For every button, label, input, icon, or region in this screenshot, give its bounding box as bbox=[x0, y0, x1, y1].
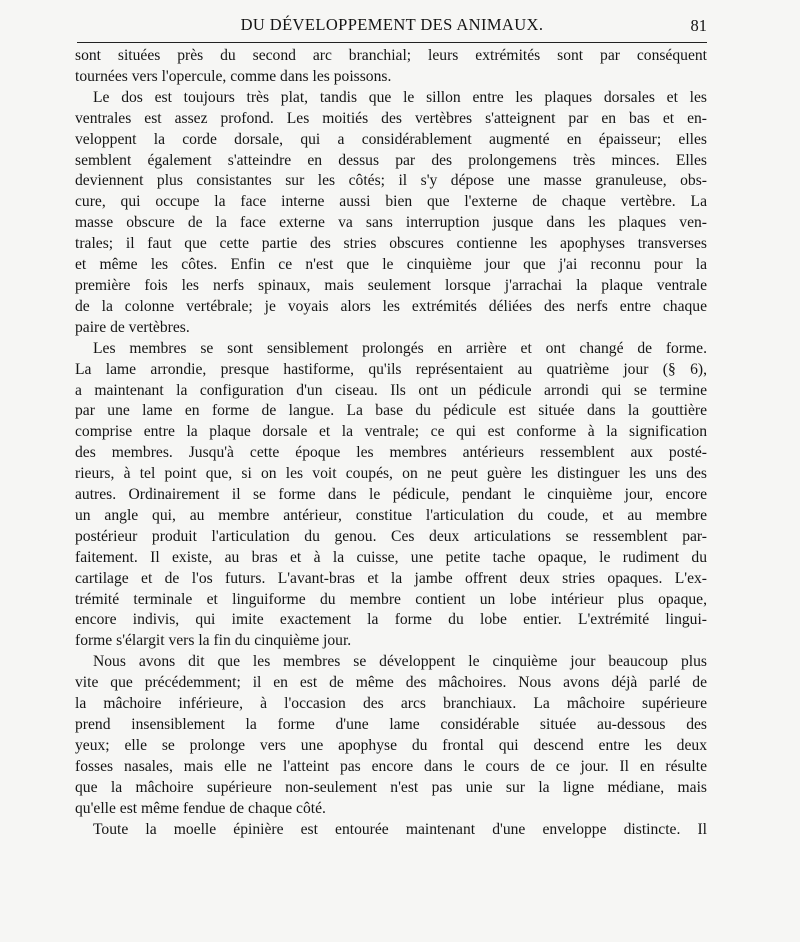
text-line: comprise entre la plaque dorsale et la ventrale; ce qui est conforme à la signification bbox=[75, 423, 707, 441]
paragraph bbox=[75, 88, 707, 339]
text-line: que la mâchoire supérieure non-seulement n'est pas unie sur la ligne médiane, mais bbox=[75, 778, 707, 796]
text-line: fosses nasales, mais elle ne l'atteint pas encore dans le cours de ce jour. Il en résulte bbox=[75, 757, 707, 775]
paragraph bbox=[75, 46, 707, 88]
text-line: vite que précédemment; il en est de même des mâchoires. Nous avons déjà parlé de bbox=[75, 674, 707, 692]
text-line: sont situées près du second arc branchial; leurs extrémités sont par conséquent bbox=[75, 47, 707, 64]
text-line: prend insensiblement la forme d'une lame considérable située au-dessous des bbox=[75, 716, 707, 733]
text-line: des membres. Jusqu'à cette époque les membres antérieurs ressemblent aux posté- bbox=[75, 444, 707, 462]
text-line: trales; il faut que cette partie des stries obscures contienne les apophyses transverses bbox=[75, 235, 707, 253]
page-header bbox=[77, 14, 707, 43]
text-line: masse obscure de la face externe va sans interruption jusque dans les plaques ven- bbox=[75, 214, 707, 232]
text-line: par une lame en forme de langue. La base du pédicule est située dans la gouttière bbox=[75, 402, 707, 420]
text-line: rieurs, à tel point que, si on les voit coupés, on ne peut guère les distinguer les uns des bbox=[75, 465, 707, 483]
text-line: a maintenant la configuration d'un ciseau. Ils ont un pédicule arrondi qui se termine bbox=[75, 381, 707, 399]
text-line: et même les côtes. Enfin ce n'est que le cinquième jour que j'ai reconnu pour la bbox=[75, 256, 707, 274]
text-line: semblent également s'atteindre en dessus par des prolongemens très minces. Elles bbox=[75, 151, 707, 169]
text-line: paire de vertèbres. bbox=[75, 318, 190, 336]
text-line: de la colonne vertébrale; je voyais alors les extrémités déliées des nerfs entre chaque bbox=[75, 297, 707, 315]
paragraph bbox=[75, 820, 707, 841]
text-line: Les membres se sont sensiblement prolongés en arrière et ont changé de forme. bbox=[93, 339, 707, 357]
text-line: postérieur produit l'articulation du genou. Ces deux articulations se ressemblent par- bbox=[75, 527, 707, 545]
text-line: trémité terminale et linguiforme du membre contient un lobe intérieur plus opaque, bbox=[75, 590, 707, 608]
text-line: Toute la moelle épinière est entourée maintenant d'une enveloppe distincte. Il bbox=[93, 820, 707, 838]
text-line: veloppent la corde dorsale, qui a considérablement augmenté en épaisseur; elles bbox=[75, 130, 707, 148]
text-line: Le dos est toujours très plat, tandis que le sillon entre les plaques dorsales et les bbox=[93, 88, 707, 106]
text-line: yeux; elle se prolonge vers une apophyse du frontal qui descend entre les deux bbox=[75, 736, 707, 754]
text-line: autres. Ordinairement il se forme dans le pédicule, pendant le cinquième jour, encore bbox=[75, 486, 707, 504]
body-text bbox=[75, 46, 707, 840]
text-line: Nous avons dit que les membres se développent le cinquième jour beaucoup plus bbox=[93, 653, 707, 671]
text-line: cartilage et de l'os futurs. L'avant-bras et la jambe offrent deux stries opaques. L'ex- bbox=[75, 569, 707, 587]
text-line: un angle qui, au membre antérieur, constitue l'articulation du coude, et au membre bbox=[75, 506, 707, 524]
text-line: cure, qui occupe la face interne aussi bien que l'externe de chaque vertèbre. La bbox=[75, 193, 707, 211]
paragraph bbox=[75, 339, 707, 653]
text-line: faitement. Il existe, au bras et à la cuisse, une petite tache opaque, le rudiment du bbox=[75, 548, 707, 566]
running-title: DU DÉVELOPPEMENT DES ANIMAUX. bbox=[240, 15, 544, 34]
text-line: forme s'élargit vers la fin du cinquième jour. bbox=[75, 632, 352, 650]
text-line: qu'elle est même fendue de chaque côté. bbox=[75, 799, 326, 817]
text-line: tournées vers l'opercule, comme dans les poissons. bbox=[75, 67, 392, 85]
text-line: deviennent plus consistantes sur les côtés; il s'y dépose une masse granuleuse, obs- bbox=[75, 172, 707, 190]
text-line: encore indivis, qui imite exactement la forme du lobe entier. L'extrémité lingui- bbox=[75, 611, 707, 629]
page-number: 81 bbox=[690, 16, 707, 35]
paragraph bbox=[75, 652, 707, 819]
text-line: ventrales est assez profond. Les moitiés des vertèbres s'atteignent par en bas et en- bbox=[75, 109, 707, 127]
text-line: La lame arrondie, presque hastiforme, qu'ils représentaient au quatrième jour (§ 6), bbox=[75, 360, 707, 378]
text-line: première fois les nerfs spinaux, mais seulement lorsque j'arrachai la plaque ventrale bbox=[75, 276, 707, 294]
text-line: la mâchoire inférieure, à l'occasion des arcs branchiaux. La mâchoire supérieure bbox=[75, 695, 707, 713]
